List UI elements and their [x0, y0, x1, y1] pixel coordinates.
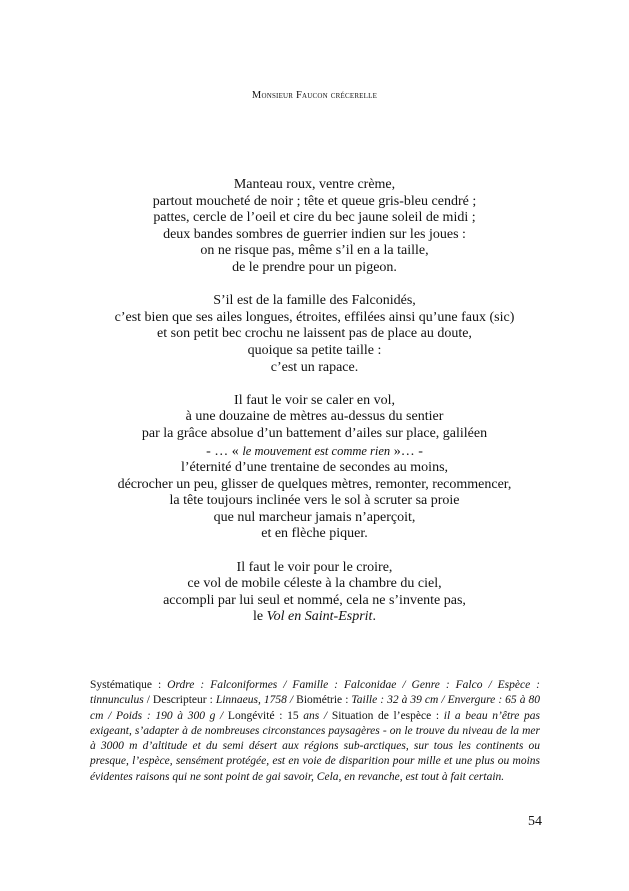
final-italic: Vol en Saint-Esprit	[266, 609, 373, 625]
poem-line: pattes, cercle de l’oeil et cire du bec jaune soleil de midi ;	[153, 210, 476, 226]
quote-suffix: »… -	[390, 443, 423, 459]
stanza-4	[60, 560, 569, 626]
poem-line: de le prendre pour un pigeon.	[232, 259, 397, 275]
poem-line: Il faut le voir pour le croire,	[236, 559, 393, 575]
poem-line: accompli par lui seul et nommé, cela ne s’invente pas,	[163, 592, 466, 608]
poem-line-final	[60, 609, 569, 626]
poem-line-quote	[60, 443, 569, 461]
poem-line: c’est bien que ses ailes longues, étroites, effilées ainsi qu’une faux (sic)	[114, 309, 515, 325]
poem-line: Il faut le voir se caler en vol,	[234, 392, 395, 408]
note-label-descripteur: / Descripteur :	[143, 694, 216, 707]
poem-line: la tête toujours inclinée vers le sol à scruter sa proie	[169, 493, 460, 509]
stanza-3	[60, 393, 569, 543]
poem-line: on ne risque pas, même s’il en a la taille,	[200, 243, 429, 259]
poem-line: par la grâce absolue d’un battement d’ailes sur place, galiléen	[141, 425, 488, 441]
note-label-longevite: Longévité : 15	[223, 709, 304, 722]
poem	[60, 177, 569, 626]
note-situation: il a beau n’être pas exigeant, s’adapter à de nombreuses circonstances paysagères - on le trouve du niveau de la mer à 3000 m d’altitude et du semi désert aux régions sub-arctiques, sur tous les continents ou presque, l’espèce, sensément protégée, est en voie de disparition pour mille et une plus ou moins évidentes raisons qui ne sont point de gai savoir, Cela, en revanche, est tout à fait certain.	[90, 709, 540, 783]
poem-line: et en flèche piquer.	[261, 526, 368, 542]
final-prefix: le	[253, 609, 267, 625]
note-taxonomy: Ordre : Falconiformes / Famille : Falconidae / Genre : Falco / Espèce : tinnunculus	[90, 679, 540, 707]
note-biometry: Taille : 32 à 39 cm / Envergure : 65 à 80 cm / Poids : 190 à 300 g /	[90, 694, 540, 722]
poem-line: quoique sa petite taille :	[247, 342, 382, 358]
note-label-systematique: Systématique :	[90, 679, 168, 691]
poem-line: Manteau roux, ventre crème,	[233, 177, 396, 192]
poem-line: c’est un rapace.	[270, 359, 359, 375]
note-longevity-unit: ans /	[303, 709, 328, 722]
poem-line: ce vol de mobile céleste à la chambre du ciel,	[187, 576, 442, 592]
poem-line: deux bandes sombres de guerrier indien sur les joues :	[163, 226, 466, 242]
note-descriptor: Linnaeus, 1758 /	[215, 694, 294, 707]
stanza-2	[60, 293, 569, 376]
quote-italic: le mouvement est comme rien	[242, 443, 391, 458]
quote-prefix: - … «	[206, 443, 243, 459]
species-note	[90, 678, 540, 785]
page-number: 54	[528, 814, 542, 829]
final-suffix: .	[372, 609, 376, 625]
poem-line: que nul marcheur jamais n’aperçoit,	[213, 509, 416, 525]
poem-line: partout moucheté de noir ; tête et queue gris-bleu cendré ;	[152, 193, 477, 209]
poem-line: l’éternité d’une trentaine de secondes au moins,	[180, 460, 449, 476]
note-label-biometrie: Biométrie :	[293, 694, 352, 707]
poem-line: et son petit bec crochu ne laissent pas de place au doute,	[157, 326, 472, 342]
stanza-1	[60, 177, 569, 277]
poem-line: à une douzaine de mètres au-dessus du sentier	[185, 409, 444, 425]
page-title: Monsieur Faucon crécerelle	[251, 90, 378, 101]
note-label-situation: Situation de l’espèce :	[327, 709, 444, 722]
poem-line: S’il est de la famille des Falconidés,	[213, 293, 416, 309]
poem-line: décrocher un peu, glisser de quelques mètres, remonter, recommencer,	[117, 476, 512, 492]
